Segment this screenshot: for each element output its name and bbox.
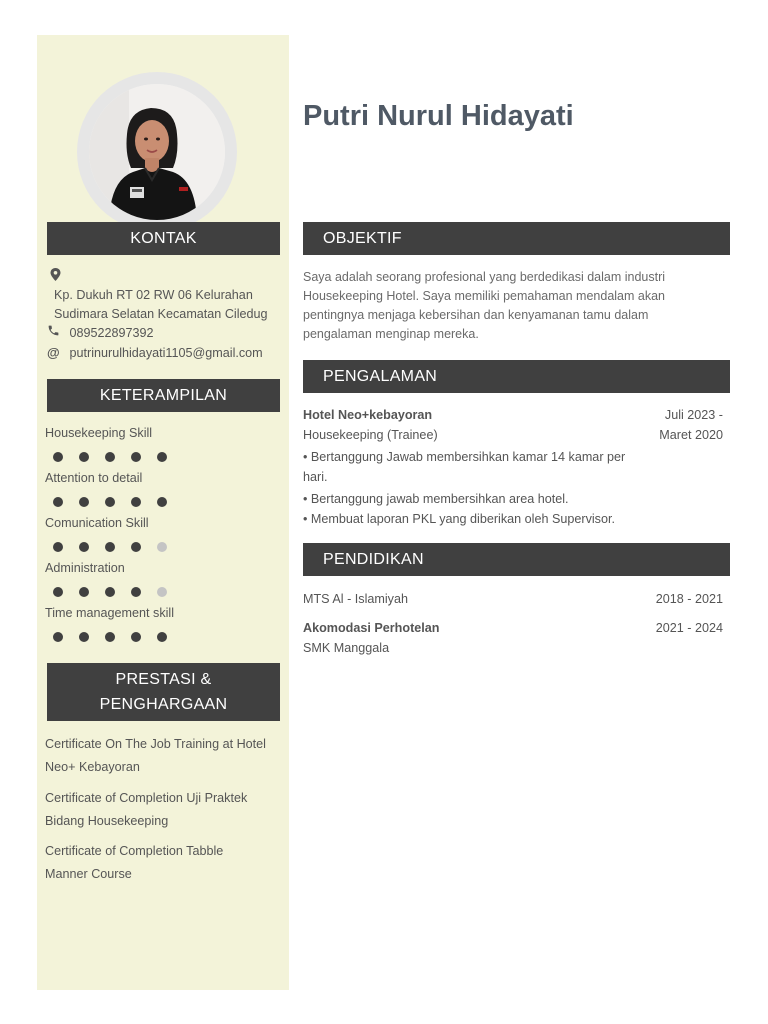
rating-dot-filled xyxy=(131,542,141,552)
rating-dot-filled xyxy=(53,542,63,552)
rating-dot-filled xyxy=(157,497,167,507)
rating-dot-filled xyxy=(131,587,141,597)
contact-heading: KONTAK xyxy=(47,222,280,255)
experience-heading: PENGALAMAN xyxy=(303,360,730,393)
education-program: Akomodasi Perhotelan xyxy=(303,621,440,635)
education-school: MTS Al - Islamiyah xyxy=(303,592,408,606)
skill-name: Administration xyxy=(45,561,125,575)
awards-heading xyxy=(47,663,280,721)
skill-name: Comunication Skill xyxy=(45,516,149,530)
rating-dot-filled xyxy=(53,452,63,462)
profile-photo-illustration xyxy=(89,84,225,220)
rating-dot-empty xyxy=(157,587,167,597)
phone-row xyxy=(45,324,283,343)
education-date: 2021 - 2024 xyxy=(655,621,723,635)
email-text: putrinurulhidayati1105@gmail.com xyxy=(69,346,263,360)
award-item: Certificate On The Job Training at Hotel Neo+ Kebayoran xyxy=(45,737,266,774)
address-text: Kp. Dukuh RT 02 RW 06 Kelurahan Sudimara Selatan Kecamatan Ciledug xyxy=(54,288,268,321)
experience-bullet: • Bertanggung Jawab membersihkan kamar 14 kamar per hari. xyxy=(303,450,626,484)
rating-dot-filled xyxy=(79,632,89,642)
address-row xyxy=(45,268,283,324)
awards-heading-line-2: PENGHARGAAN xyxy=(99,696,228,713)
location-pin-icon xyxy=(50,268,61,281)
experience-bullet: • Bertanggung jawab membersihkan area hotel. xyxy=(303,492,569,506)
awards-heading-line-1: PRESTASI & xyxy=(115,671,212,688)
rating-dot-filled xyxy=(131,497,141,507)
award-item: Certificate of Completion Uji Praktek Bidang Housekeeping xyxy=(45,791,248,828)
sidebar xyxy=(37,35,289,990)
email-row xyxy=(45,343,283,363)
phone-text: 089522897392 xyxy=(69,326,154,340)
rating-dot-filled xyxy=(157,632,167,642)
phone-icon xyxy=(45,324,62,343)
objective-text: Saya adalah seorang profesional yang berdedikasi dalam industri Housekeeping Hotel. Saya memiliki pemahaman mendalam akan pentingnya menjaga kebersihan dan kenyamanan tamu dalam pengalaman menginap mereka. xyxy=(303,270,666,341)
rating-dot-filled xyxy=(105,542,115,552)
person-name: Putri Nurul Hidayati xyxy=(303,100,574,132)
rating-dot-filled xyxy=(131,452,141,462)
award-item: Certificate of Completion Tabble Manner Course xyxy=(45,844,224,881)
objective-heading: OBJEKTIF xyxy=(303,222,730,255)
rating-dot-filled xyxy=(131,632,141,642)
rating-dot-empty xyxy=(157,542,167,552)
rating-dot-filled xyxy=(79,452,89,462)
education-heading: PENDIDIKAN xyxy=(303,543,730,576)
profile-photo-ring xyxy=(77,72,237,232)
rating-dot-filled xyxy=(53,632,63,642)
rating-dot-filled xyxy=(79,542,89,552)
experience-role: Housekeeping (Trainee) xyxy=(303,428,438,442)
rating-dot-filled xyxy=(105,587,115,597)
experience-date-end: Maret 2020 xyxy=(659,428,723,442)
skill-name: Housekeeping Skill xyxy=(45,426,153,440)
education-date: 2018 - 2021 xyxy=(655,592,723,606)
skills-heading: KETERAMPILAN xyxy=(47,379,280,412)
rating-dot-filled xyxy=(53,497,63,507)
experience-company: Hotel Neo+kebayoran xyxy=(303,408,433,422)
rating-dot-filled xyxy=(157,452,167,462)
skill-name: Time management skill xyxy=(45,606,175,620)
experience-date-start: Juli 2023 - xyxy=(664,408,723,422)
at-sign-icon: @ xyxy=(47,345,60,360)
rating-dot-filled xyxy=(105,497,115,507)
rating-dot-filled xyxy=(105,632,115,642)
education-school: SMK Manggala xyxy=(303,641,390,655)
rating-dot-filled xyxy=(79,587,89,597)
rating-dot-filled xyxy=(105,452,115,462)
rating-dot-filled xyxy=(79,497,89,507)
rating-dot-filled xyxy=(53,587,63,597)
profile-photo xyxy=(89,84,225,220)
experience-bullet: • Membuat laporan PKL yang diberikan oleh Supervisor. xyxy=(303,512,615,526)
skill-name: Attention to detail xyxy=(45,471,143,485)
